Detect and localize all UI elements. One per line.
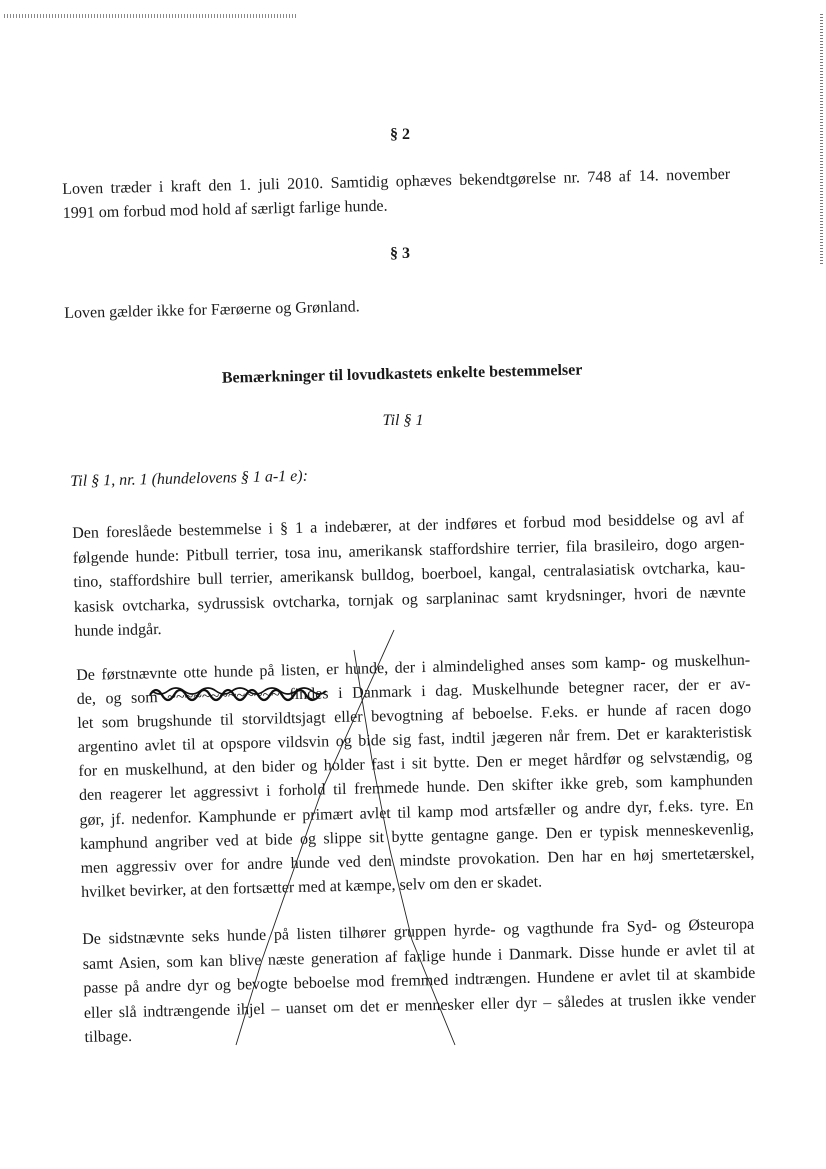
text-line: hvilket bevirker, at den fortsætter med at kæmpe, selv om den er skadet.	[80, 873, 543, 901]
text-line: for en muskelhund, at den bider og holder fast i sit bytte. Den er meget hårdfør og selvstændig, og	[78, 748, 753, 781]
section-2-heading: § 2	[390, 126, 410, 143]
text-line: passe på andre dyr og bevogte beboelse mod fremmed indtrængen. Hundene er avlet til at skambide	[83, 964, 756, 997]
text-line: kamphund angriber ved at bide og slippe sit bytte gentagne gange. Den er typisk menneskevenlig,	[79, 820, 755, 853]
section-3-heading: § 3	[390, 245, 410, 262]
text-line: hunde indgår.	[74, 620, 162, 640]
text-line: De førstnævnte otte hunde på listen, er hunde, der i almindelighed anses som kamp- og muskelhun-	[76, 651, 751, 684]
text-line: De sidstnævnte seks hunde på listen tilhører gruppen hyrde- og vagthunde fra Syd- og Østeuropa	[82, 915, 755, 948]
text-line: let som brugshunde til storvildtsjagt eller bevogtning af beboelse. F.eks. er hunde af racen dogo	[77, 699, 752, 733]
text-line: kasisk ovtcharka, sydrussisk ovtcharka, tornjak og sarplaninac samt krydsninger, hvori de nævnte	[73, 583, 746, 616]
subheading-text: Til § 1, nr. 1 (hundelovens § 1 a-1 e):	[70, 467, 309, 490]
text-line: den reagerer let aggressivt i forhold til fremmede hunde. Den skifter ikke greb, som kamphunden	[78, 772, 754, 805]
text-line: tino, staffordshire bull terrier, amerikansk bulldog, boerboel, kangal, centralasiatisk ovtcharka, kau-	[73, 558, 746, 591]
text-line: Den foreslåede bestemmelse i § 1 a indebærer, at der indføres et forbud mod besiddelse og avl af	[72, 509, 745, 542]
text-line: samt Asien, som kan blive næste generation af farlige hunde i Danmark. Disse hunde er avlet til at	[82, 940, 755, 973]
text-line: Loven gælder ikke for Færøerne og Grønland.	[64, 298, 360, 322]
text-line: argentino avlet til at opspore vildsvin og bide sig fast, indtil jægeren når frem. Det er karakteristisk	[77, 723, 752, 757]
text-line: de, og som ~~~~~~~~~~~~~ findes i Danmark i dag. Muskelhunde betegner racer, der er av-	[76, 675, 751, 709]
strike-line-right	[354, 650, 455, 1045]
text-line: tilbage.	[84, 1027, 133, 1046]
text-line: men aggressiv over for andre hunde ved den mindste provokation. Den har en høj smertetærskel,	[80, 844, 755, 877]
text-line: følgende hunde: Pitbull terrier, tosa inu, amerikansk staffordshire terrier, fila brasileiro, dogo argen-	[72, 534, 745, 567]
til-1-heading: Til § 1	[382, 412, 424, 429]
text-line: gør, jf. nedenfor. Kamphunde er primært avlet til kamp mod artsfæller og andre dyr, f.eks. tyre. En	[79, 796, 754, 829]
text-line: Loven træder i kraft den 1. juli 2010. Samtidig ophæves bekendtgørelse nr. 748 af 14. november	[62, 165, 731, 198]
text-line: eller slå indtrængende ihjel – uanset om det er mennesker eller dyr – således at truslen ikke vender	[83, 989, 756, 1022]
remarks-heading: Bemærkninger til lovudkastets enkelte bestemmelser	[221, 361, 583, 387]
text-line: 1991 om forbud mod hold af særligt farlige hunde.	[62, 197, 388, 222]
